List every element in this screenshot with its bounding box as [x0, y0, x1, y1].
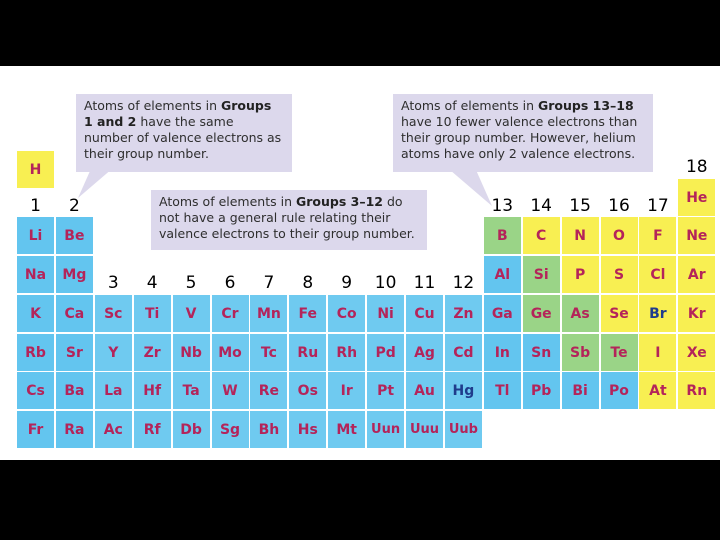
- callout-text: Atoms of elements in: [401, 98, 538, 113]
- group-number-2: 2: [68, 196, 80, 216]
- periodic-table-slide: [0, 66, 720, 460]
- element-cr: Cr: [212, 295, 249, 332]
- element-mg: Mg: [56, 256, 93, 293]
- group-number-8: 8: [302, 273, 314, 293]
- element-in: In: [484, 334, 521, 371]
- element-se: Se: [601, 295, 638, 332]
- group-number-1: 1: [30, 196, 41, 216]
- callout-text: have 10 fewer valence electrons than their group number. However, helium atoms have only 2 valence electrons.: [401, 114, 638, 161]
- element-ca: Ca: [56, 295, 93, 332]
- element-kr: Kr: [678, 295, 715, 332]
- element-bh: Bh: [250, 411, 287, 448]
- element-cd: Cd: [445, 334, 482, 371]
- group-number-11: 11: [413, 273, 436, 293]
- element-br: Br: [639, 295, 676, 332]
- element-mn: Mn: [250, 295, 287, 332]
- element-mt: Mt: [328, 411, 365, 448]
- group-number-12: 12: [452, 273, 475, 293]
- element-ra: Ra: [56, 411, 93, 448]
- element-k: K: [17, 295, 54, 332]
- element-xe: Xe: [678, 334, 715, 371]
- element-uun: Uun: [367, 411, 404, 448]
- element-sn: Sn: [523, 334, 560, 371]
- element-rb: Rb: [17, 334, 54, 371]
- group-number-10: 10: [374, 273, 397, 293]
- element-pt: Pt: [367, 372, 404, 409]
- element-db: Db: [173, 411, 210, 448]
- group-number-3: 3: [107, 273, 119, 293]
- callout-bold-text: Groups 3–12: [295, 194, 383, 209]
- element-mo: Mo: [212, 334, 249, 371]
- element-si: Si: [523, 256, 560, 293]
- group-number-16: 16: [608, 196, 630, 216]
- element-as: As: [562, 295, 599, 332]
- element-at: At: [639, 372, 676, 409]
- element-f: F: [639, 217, 676, 254]
- element-ni: Ni: [367, 295, 404, 332]
- element-ba: Ba: [56, 372, 93, 409]
- group-number-13: 13: [491, 196, 514, 216]
- element-zr: Zr: [134, 334, 171, 371]
- element-ga: Ga: [484, 295, 521, 332]
- group-number-6: 6: [224, 273, 236, 293]
- element-h: H: [17, 151, 54, 188]
- element-ne: Ne: [678, 217, 715, 254]
- element-sr: Sr: [56, 334, 93, 371]
- callout-text: have the same number of valence electrons as their group number.: [84, 114, 282, 161]
- element-i: I: [639, 334, 676, 371]
- element-uuu: Uuu: [406, 411, 443, 448]
- element-rn: Rn: [678, 372, 715, 409]
- group-number-4: 4: [146, 273, 158, 293]
- callout-bold-text: Groups 1 and 2: [84, 98, 272, 129]
- element-sc: Sc: [95, 295, 132, 332]
- element-p: P: [562, 256, 599, 293]
- element-pd: Pd: [367, 334, 404, 371]
- element-au: Au: [406, 372, 443, 409]
- group-number-5: 5: [185, 273, 197, 293]
- callout-group-13-18: [393, 94, 653, 172]
- element-he: He: [678, 179, 715, 216]
- element-po: Po: [601, 372, 638, 409]
- element-ag: Ag: [406, 334, 443, 371]
- element-o: O: [601, 217, 638, 254]
- element-zn: Zn: [445, 295, 482, 332]
- element-sb: Sb: [562, 334, 599, 371]
- group-number-9: 9: [341, 273, 353, 293]
- group-number-7: 7: [263, 273, 275, 293]
- group-number-14: 14: [530, 196, 552, 216]
- element-y: Y: [95, 334, 132, 371]
- callout-bold-text: Groups 13–18: [537, 98, 634, 113]
- element-ar: Ar: [678, 256, 715, 293]
- element-rh: Rh: [328, 334, 365, 371]
- element-ge: Ge: [523, 295, 560, 332]
- element-nb: Nb: [173, 334, 210, 371]
- element-la: La: [95, 372, 132, 409]
- element-uub: Uub: [445, 411, 482, 448]
- element-fe: Fe: [289, 295, 326, 332]
- group-number-15: 15: [569, 196, 591, 216]
- element-os: Os: [289, 372, 326, 409]
- element-ir: Ir: [328, 372, 365, 409]
- element-s: S: [601, 256, 638, 293]
- callout-group-1-2: [76, 94, 292, 172]
- element-li: Li: [17, 217, 54, 254]
- element-fr: Fr: [17, 411, 54, 448]
- element-pb: Pb: [523, 372, 560, 409]
- element-cs: Cs: [17, 372, 54, 409]
- element-cu: Cu: [406, 295, 443, 332]
- callout-text: Atoms of elements in: [159, 194, 296, 209]
- element-ac: Ac: [95, 411, 132, 448]
- element-bi: Bi: [562, 372, 599, 409]
- element-co: Co: [328, 295, 365, 332]
- element-cl: Cl: [639, 256, 676, 293]
- element-hg: Hg: [445, 372, 482, 409]
- element-na: Na: [17, 256, 54, 293]
- group-number-18: 18: [685, 157, 708, 177]
- callout-group-3-12: [151, 190, 427, 250]
- element-tl: Tl: [484, 372, 521, 409]
- element-al: Al: [484, 256, 521, 293]
- element-ru: Ru: [289, 334, 326, 371]
- element-sg: Sg: [212, 411, 249, 448]
- element-n: N: [562, 217, 599, 254]
- element-be: Be: [56, 217, 93, 254]
- element-c: C: [523, 217, 560, 254]
- element-hs: Hs: [289, 411, 326, 448]
- element-rf: Rf: [134, 411, 171, 448]
- element-v: V: [173, 295, 210, 332]
- element-ta: Ta: [173, 372, 210, 409]
- element-w: W: [212, 372, 249, 409]
- element-te: Te: [601, 334, 638, 371]
- callout-text: Atoms of elements in: [84, 98, 221, 113]
- element-re: Re: [250, 372, 287, 409]
- element-hf: Hf: [134, 372, 171, 409]
- element-ti: Ti: [134, 295, 171, 332]
- element-b: B: [484, 217, 521, 254]
- group-number-17: 17: [647, 196, 669, 216]
- element-tc: Tc: [250, 334, 287, 371]
- callout-text: do not have a general rule relating their valence electrons to their group number.: [159, 194, 415, 241]
